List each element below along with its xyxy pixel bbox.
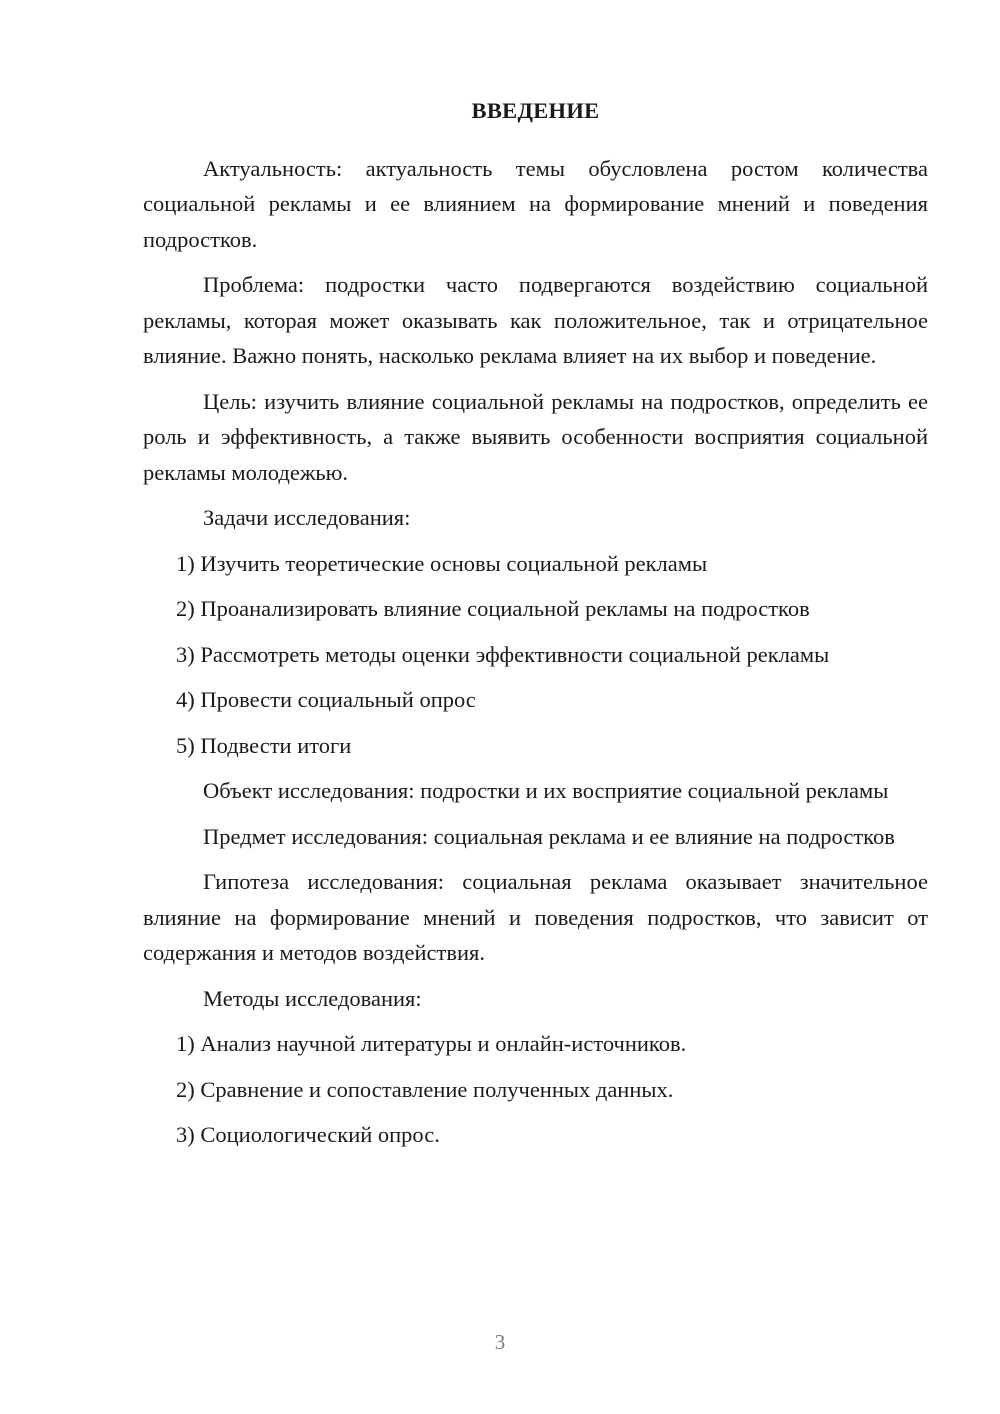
list-item: 1) Анализ научной литературы и онлайн-источников. [176,1031,687,1056]
methods-list [143,1026,928,1153]
tasks-list [143,546,928,764]
list-item: 3) Социологический опрос. [176,1122,440,1147]
page-title: ВВЕДЕНИЕ [471,98,600,123]
list-item: 2) Проанализировать влияние социальной рекламы на подростков [176,596,810,621]
paragraph-problem: Проблема: подростки часто подвергаются воздействию социальной рекламы, которая может оказывать как положительное, так и отрицательное влияние. Важно понять, насколько реклама влияет на их выбор и поведение. [143,272,928,368]
page-number: 3 [494,1330,506,1354]
paragraph-relevance: Актуальность: актуальность темы обусловлена ростом количества социальной рекламы и ее влиянием на формирование мнений и поведения подростков. [143,155,928,252]
list-item: 1) Изучить теоретические основы социальной рекламы [176,550,708,576]
list-item: 3) Рассмотреть методы оценки эффективности социальной рекламы [176,641,830,667]
paragraph-subject: Предмет исследования: социальная реклама и ее влияние на подростков [203,823,895,849]
paragraph-object: Объект исследования: подростки и их восприятие социальной рекламы [203,778,889,803]
list-item: 5) Подвести итоги [176,732,352,758]
tasks-heading: Задачи исследования: [203,505,411,530]
list-item: 4) Провести социальный опрос [176,687,476,712]
paragraph-goal: Цель: изучить влияние социальной рекламы на подростков, определить ее роль и эффективность, а также выявить особенности восприятия социальной рекламы молодежью. [143,388,928,485]
paragraph-hypothesis: Гипотеза исследования: социальная реклама оказывает значительное влияние на формирование мнений и поведения подростков, что зависит от содержания и методов воздействия. [143,869,928,965]
methods-heading: Методы исследования: [203,985,422,1011]
list-item: 2) Сравнение и сопоставление полученных данных. [176,1076,674,1102]
document-page [143,93,928,1163]
